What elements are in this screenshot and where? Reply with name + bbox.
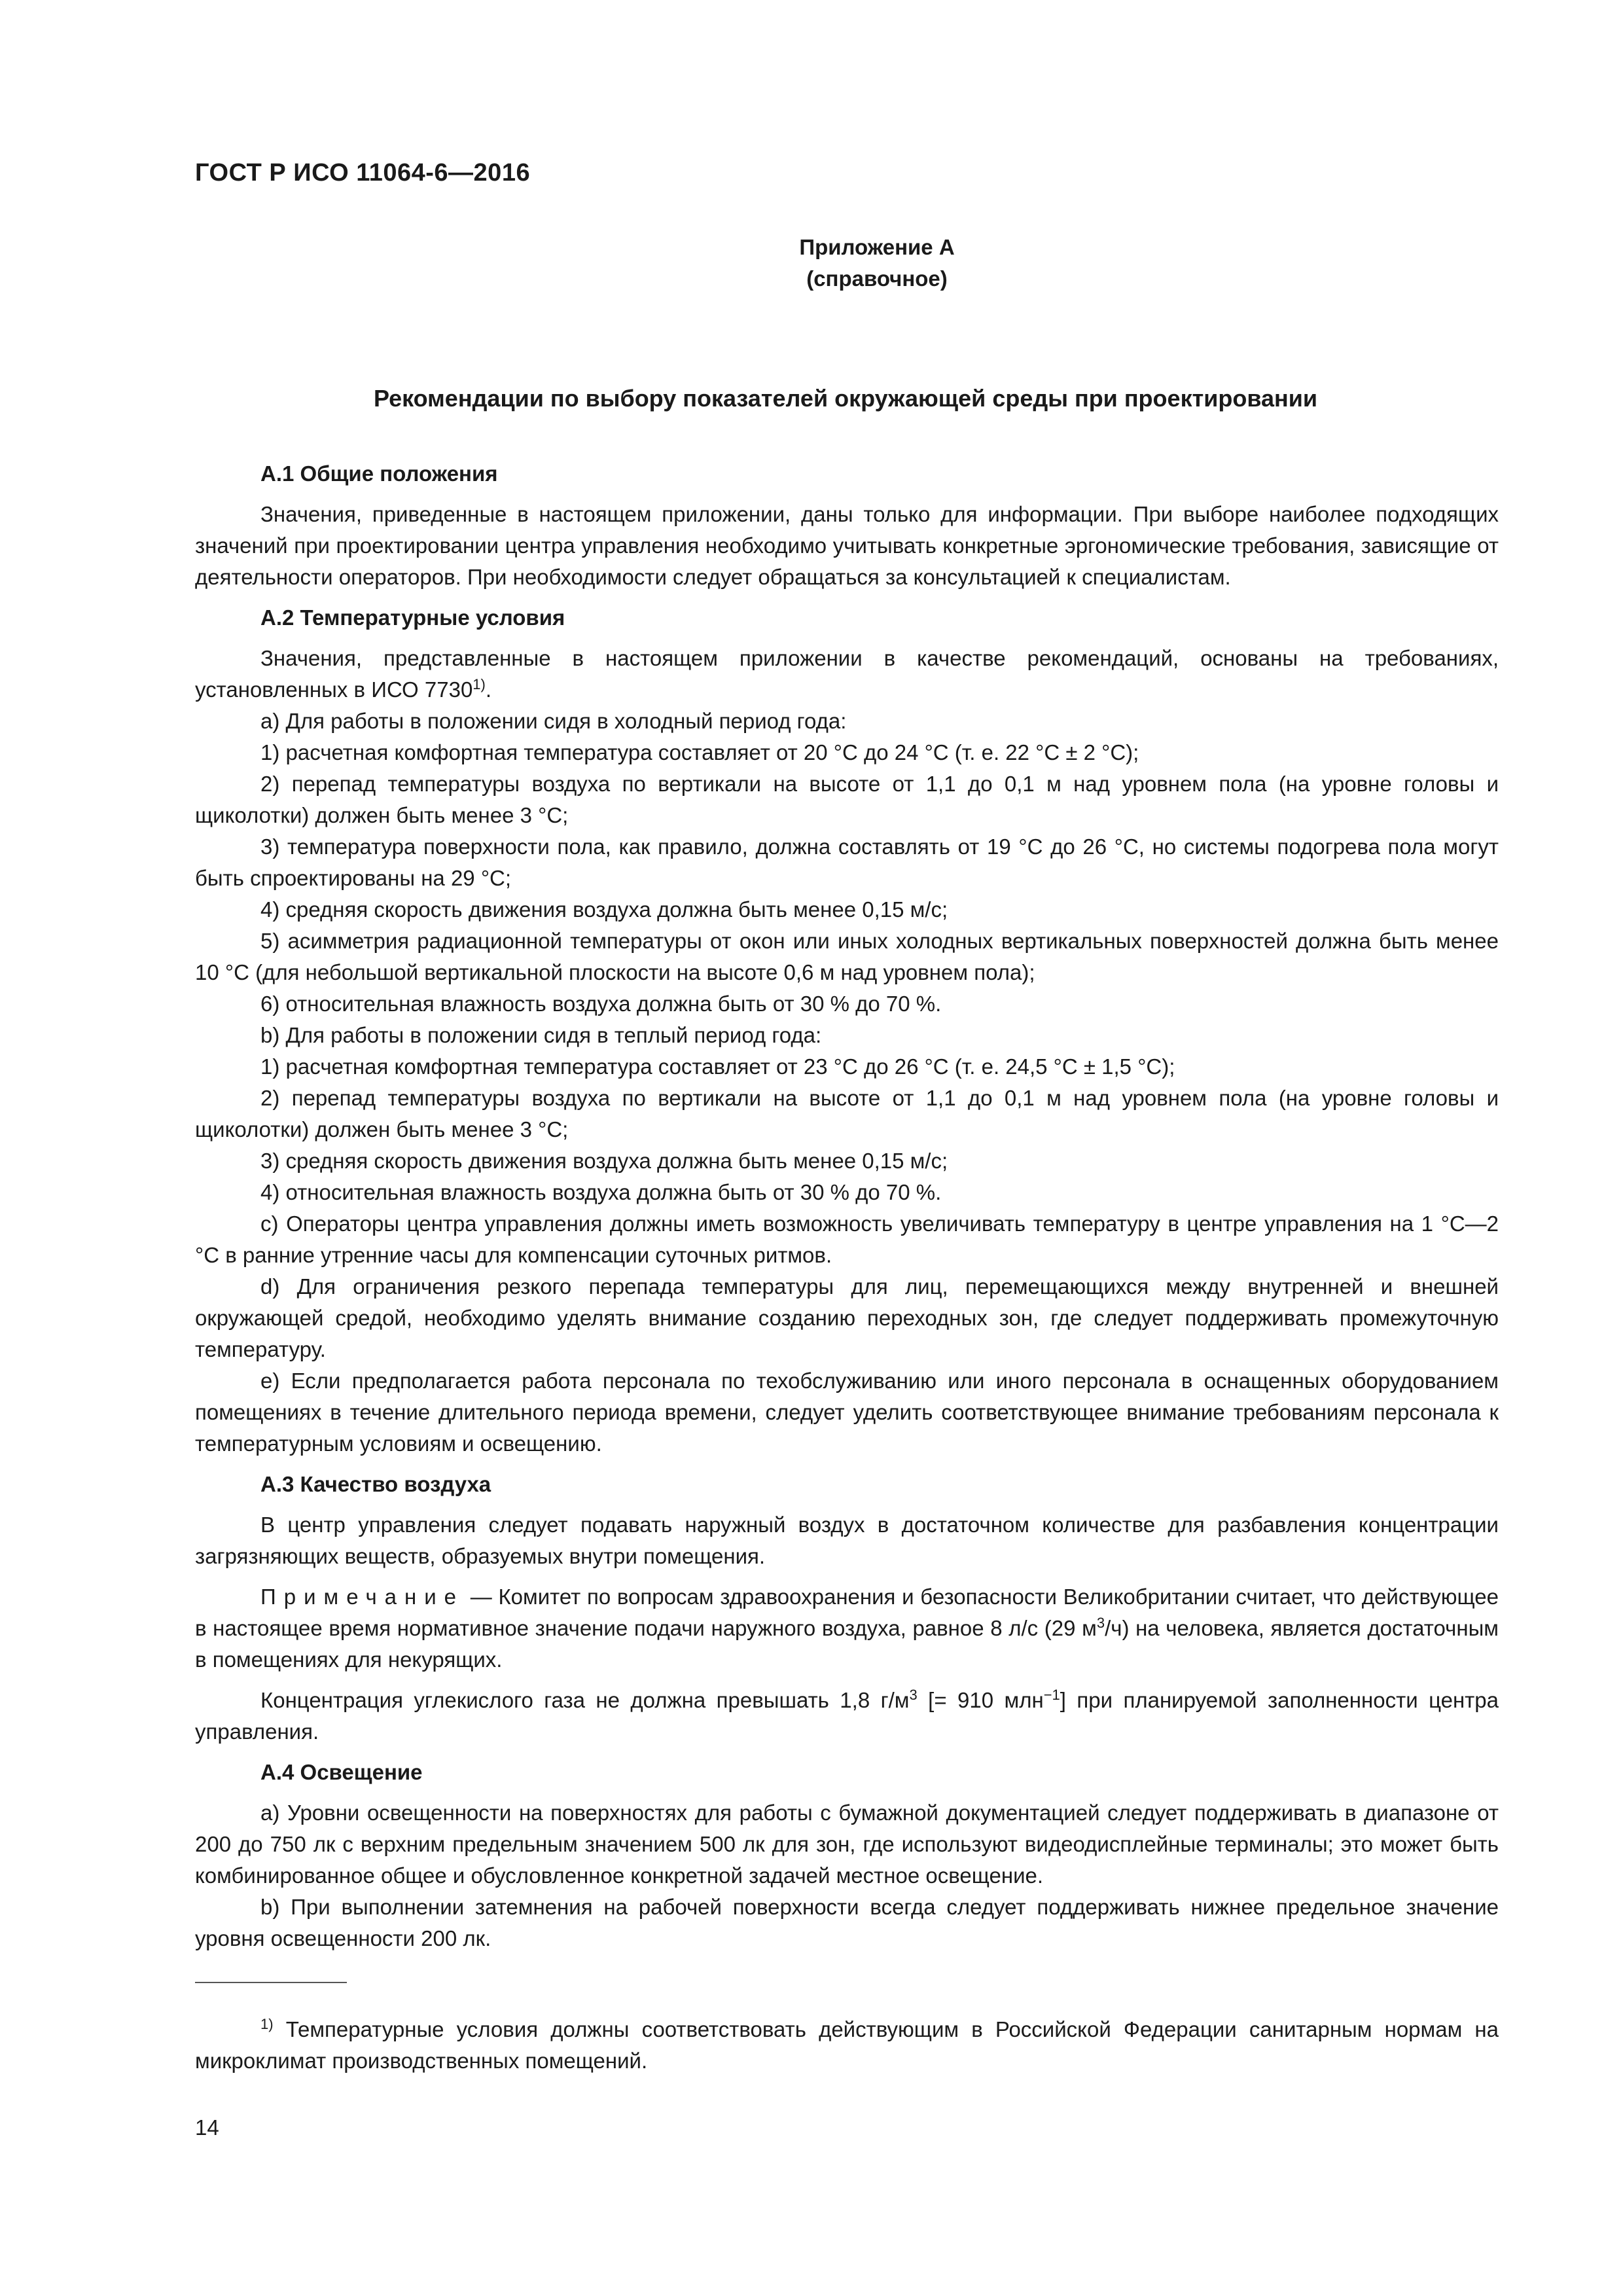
list-item: 6) относительная влажность воздуха должна быть от 30 % до 70 %.	[260, 992, 942, 1016]
document-code: ГОСТ Р ИСО 11064-6—2016	[195, 159, 531, 187]
list-item: 5) асимметрия радиационной температуры от окон или иных холодных вертикальных поверхностей должна быть менее 10 °С (для небольшой вертикальной плоскости на высоте 0,6 м над уровнем пола);	[195, 929, 1499, 984]
section-a3-co2-paragraph	[195, 1685, 1499, 1748]
co2-superscript-cubic: 3	[909, 1687, 918, 1703]
list-item: 2) перепад температуры воздуха по вертикали на высоте от 1,1 до 0,1 м над уровнем пола (на уровне головы и щиколотки) должен быть менее 3 °С;	[195, 772, 1499, 827]
list-item: b) Для работы в положении сидя в теплый период года:	[260, 1023, 822, 1047]
list-item: 1) расчетная комфортная температура составляет от 20 °С до 24 °С (т. е. 22 °С ± 2 °С);	[260, 740, 1139, 764]
co2-superscript-minus-one: −1	[1043, 1687, 1060, 1703]
note-text-end: /ч) на человека, является достаточным в помещениях для некурящих.	[195, 1616, 1499, 1672]
list-item: с) Операторы центра управления должны иметь возможность увеличивать температуру в центре управления на 1 °С—2 °С в ранние утренние часы для компенсации суточных ритмов.	[195, 1211, 1499, 1267]
section-a2-heading: А.2 Температурные условия	[260, 605, 565, 630]
section-a2-intro-text: Значения, представленные в настоящем приложении в качестве рекомендаций, основаны на требованиях, установленных в ИСО 7730	[195, 646, 1499, 702]
section-a2-intro-end: .	[485, 677, 492, 702]
annex-main-title: Рекомендации по выбору показателей окружающей среды при проектировании	[373, 385, 1318, 412]
list-item: d) Для ограничения резкого перепада температуры для лиц, перемещающихся между внутренней и внешней окружающей средой, необходимо уделять внимание созданию переходных зон, где следует поддерживать промежуточную температуру.	[195, 1274, 1499, 1361]
list-item: 2) перепад температуры воздуха по вертикали на высоте от 1,1 до 0,1 м над уровнем пола (на уровне головы и щиколотки) должен быть менее 3 °С;	[195, 1086, 1499, 1141]
section-a3-note	[195, 1581, 1499, 1676]
co2-text-middle: [= 910 млн	[917, 1688, 1044, 1712]
section-a2-intro	[195, 643, 1499, 706]
footnote-reference: 1)	[473, 676, 486, 692]
section-a1-paragraph: Значения, приведенные в настоящем приложении, даны только для информации. При выборе наиболее подходящих значений при проектировании центра управления необходимо учитывать конкретные эргономические требования, зависящие от деятельности операторов. При необходимости следует обращаться за консультацией к специалистам.	[195, 502, 1499, 589]
list-item: а) Для работы в положении сидя в холодный период года:	[260, 709, 847, 733]
list-item: 3) средняя скорость движения воздуха должна быть менее 0,15 м/с;	[260, 1149, 948, 1173]
document-body	[195, 458, 1499, 1954]
list-item: а) Уровни освещенности на поверхностях для работы с бумажной документацией следует поддерживать в диапазоне от 200 до 750 лк с верхним предельным значением 500 лк для зон, где используют видеодисплейные терминалы; это может быть комбинированное общее и обусловленное конкретной задачей местное освещение.	[195, 1801, 1499, 1888]
list-item: b) При выполнении затемнения на рабочей поверхности всегда следует поддерживать нижнее предельное значение уровня освещенности 200 лк.	[195, 1895, 1499, 1950]
note-superscript: 3	[1096, 1615, 1105, 1631]
section-a1-heading: А.1 Общие положения	[260, 461, 498, 486]
list-item: е) Если предполагается работа персонала по техобслуживанию или иного персонала в оснащенных оборудованием помещениях в течение длительного периода времени, следует уделить соответствующее внимание требованиям персонала к температурным условиям и освещению.	[195, 1369, 1499, 1456]
list-item: 1) расчетная комфортная температура составляет от 23 °С до 26 °С (т. е. 24,5 °С ± 1,5 °С);	[260, 1054, 1175, 1079]
co2-text-start: Концентрация углекислого газа не должна превышать 1,8 г/м	[260, 1688, 910, 1712]
co2-text-end: ] при планируемой заполненности центра управления.	[195, 1688, 1499, 1744]
list-item: 3) температура поверхности пола, как правило, должна составлять от 19 °С до 26 °С, но системы подогрева пола могут быть спроектированы на 29 °С;	[195, 834, 1499, 890]
section-a4-heading: А.4 Освещение	[260, 1760, 423, 1784]
footnote-marker: 1)	[260, 2016, 274, 2032]
note-text-start: — Комитет по вопросам здравоохранения и безопасности Великобритании считает, что действующее в настоящее время нормативное значение подачи наружного воздуха, равное 8 л/с (29 м	[195, 1585, 1499, 1640]
annex-heading	[654, 232, 1099, 295]
list-item: 4) средняя скорость движения воздуха должна быть менее 0,15 м/с;	[260, 897, 948, 922]
annex-subtitle: (справочное)	[806, 266, 948, 291]
annex-title: Приложение А	[799, 235, 955, 259]
note-label: Примечание	[260, 1585, 465, 1609]
section-a3-paragraph: В центр управления следует подавать наружный воздух в достаточном количестве для разбавления концентрации загрязняющих веществ, образуемых внутри помещения.	[195, 1513, 1499, 1568]
footnote	[195, 2014, 1499, 2077]
footnote-text: Температурные условия должны соответствовать действующим в Российской Федерации санитарным нормам на микроклимат производственных помещений.	[195, 2017, 1499, 2073]
section-a3-heading: А.3 Качество воздуха	[260, 1472, 491, 1496]
list-item: 4) относительная влажность воздуха должна быть от 30 % до 70 %.	[260, 1180, 942, 1204]
footnote-divider	[195, 1982, 347, 1983]
page-number: 14	[195, 2115, 219, 2140]
